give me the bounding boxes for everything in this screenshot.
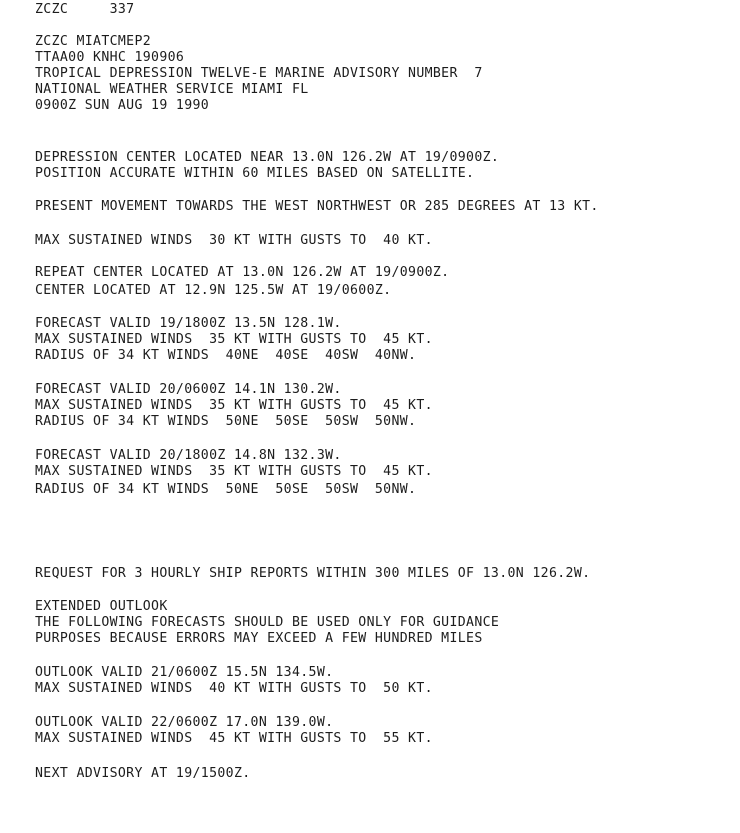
issuing-office: NATIONAL WEATHER SERVICE MIAMI FL xyxy=(35,82,309,97)
header-line-2: ZCZC MIATCMEP2 xyxy=(35,34,152,49)
outlook-1-valid: OUTLOOK VALID 21/0600Z 15.5N 134.5W. xyxy=(35,665,334,680)
forecast-1-radius: RADIUS OF 34 KT WINDS 40NE 40SE 40SW 40NW. xyxy=(35,348,417,363)
extended-outlook-note-2: PURPOSES BECAUSE ERRORS MAY EXCEED A FEW HUNDRED MILES xyxy=(35,631,483,646)
forecast-1-winds: MAX SUSTAINED WINDS 35 KT WITH GUSTS TO 45 KT. xyxy=(35,332,433,347)
current-winds-line: MAX SUSTAINED WINDS 30 KT WITH GUSTS TO 40 KT. xyxy=(35,233,433,248)
outlook-2-valid: OUTLOOK VALID 22/0600Z 17.0N 139.0W. xyxy=(35,715,334,730)
forecast-3-winds: MAX SUSTAINED WINDS 35 KT WITH GUSTS TO 45 KT. xyxy=(35,464,433,479)
position-accuracy-line: POSITION ACCURATE WITHIN 60 MILES BASED ON SATELLITE. xyxy=(35,166,475,181)
outlook-2-winds: MAX SUSTAINED WINDS 45 KT WITH GUSTS TO 55 KT. xyxy=(35,731,433,746)
next-advisory-line: NEXT ADVISORY AT 19/1500Z. xyxy=(35,766,251,781)
movement-line: PRESENT MOVEMENT TOWARDS THE WEST NORTHWEST OR 285 DEGREES AT 13 KT. xyxy=(35,199,599,214)
forecast-3-radius: RADIUS OF 34 KT WINDS 50NE 50SE 50SW 50NW. xyxy=(35,482,417,497)
extended-outlook-note-1: THE FOLLOWING FORECASTS SHOULD BE USED ONLY FOR GUIDANCE xyxy=(35,615,500,630)
forecast-3-valid: FORECAST VALID 20/1800Z 14.8N 132.3W. xyxy=(35,448,342,463)
header-line-3: TTAA00 KNHC 190906 xyxy=(35,50,185,65)
repeat-center-line: REPEAT CENTER LOCATED AT 13.0N 126.2W AT 19/0900Z. xyxy=(35,265,450,280)
header-line-1: ZCZC 337 xyxy=(35,2,135,17)
advisory-title: TROPICAL DEPRESSION TWELVE-E MARINE ADVISORY NUMBER 7 xyxy=(35,66,483,81)
forecast-2-valid: FORECAST VALID 20/0600Z 14.1N 130.2W. xyxy=(35,382,342,397)
previous-center-line: CENTER LOCATED AT 12.9N 125.5W AT 19/0600Z. xyxy=(35,283,392,298)
ship-report-request: REQUEST FOR 3 HOURLY SHIP REPORTS WITHIN 300 MILES OF 13.0N 126.2W. xyxy=(35,566,591,581)
forecast-2-radius: RADIUS OF 34 KT WINDS 50NE 50SE 50SW 50NW. xyxy=(35,414,417,429)
forecast-2-winds: MAX SUSTAINED WINDS 35 KT WITH GUSTS TO 45 KT. xyxy=(35,398,433,413)
extended-outlook-title: EXTENDED OUTLOOK xyxy=(35,599,168,614)
outlook-1-winds: MAX SUSTAINED WINDS 40 KT WITH GUSTS TO 50 KT. xyxy=(35,681,433,696)
forecast-1-valid: FORECAST VALID 19/1800Z 13.5N 128.1W. xyxy=(35,316,342,331)
center-location-line: DEPRESSION CENTER LOCATED NEAR 13.0N 126.2W AT 19/0900Z. xyxy=(35,150,500,165)
issue-time: 0900Z SUN AUG 19 1990 xyxy=(35,98,210,113)
